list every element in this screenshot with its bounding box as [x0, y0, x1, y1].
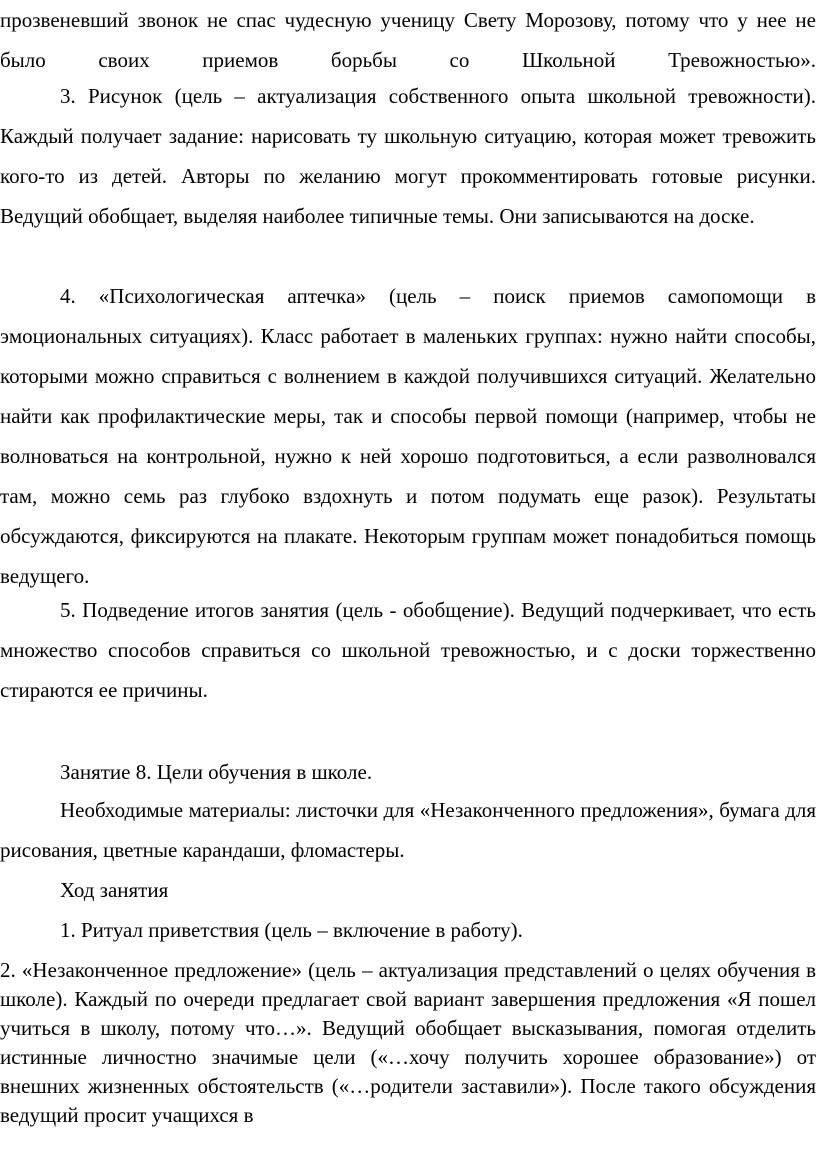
lesson-course-heading: Ход занятия [60, 878, 169, 902]
paragraph-materials: Необходимые материалы: листочки для «Незаконченного предложения», бумага для рисования, цветные карандаши, фломастеры. [0, 798, 816, 862]
paragraph-step-2-unfinished-sentence: 2. «Незаконченное предложение» (цель – актуализация представлений о целях обучения в школе). Каждый по очереди предлагает свой вариант завершения предложения «Я пошел учиться в школу, потому что…». Ведущий обобщает высказывания, помогая отделить истинные личностно значимые цели («…хочу получить хорошее образование») от внешних жизненных обстоятельств («…родители заставили»). После такого обсуждения ведущий просит учащихся в [0, 958, 816, 1127]
paragraph-step-1-greeting: 1. Ритуал приветствия (цель – включение в работу). [60, 918, 523, 942]
paragraph-item-4-psychological-kit: 4. «Психологическая аптечка» (цель – поиск приемов самопомощи в эмоциональных ситуациях). Класс работает в маленьких группах: нужно найти способы, которыми можно справиться с волнением в каждой получившихся ситуаций. Желательно найти как профилактические меры, так и способы первой помощи (например, чтобы не волноваться на контрольной, нужно к ней хорошо подготовиться, а если разволновался там, можно семь раз глубоко вздохнуть и потом подумать еще разок). Результаты обсуждаются, фиксируются на плакате. Некоторым группам может понадобиться помощь ведущего. [0, 284, 816, 588]
paragraph-item-3-drawing: 3. Рисунок (цель – актуализация собственного опыта школьной тревожности). Каждый получает задание: нарисовать ту школьную ситуацию, которая может тревожить кого-то из детей. Авторы по желанию могут прокомментировать готовые рисунки. Ведущий обобщает, выделяя наиболее типичные темы. Они записываются на доске. [0, 84, 816, 228]
lesson-title: Занятие 8. Цели обучения в школе. [60, 760, 373, 784]
paragraph-item-5-summary: 5. Подведение итогов занятия (цель - обобщение). Ведущий подчеркивает, что есть множество способов справиться со школьной тревожностью, и с доски торжественно стираются ее причины. [0, 598, 816, 702]
paragraph-continuation: прозвеневший звонок не спас чудесную ученицу Свету Морозову, потому что у нее не было своих приемов борьбы со Школьной Тревожностью». [0, 8, 816, 72]
